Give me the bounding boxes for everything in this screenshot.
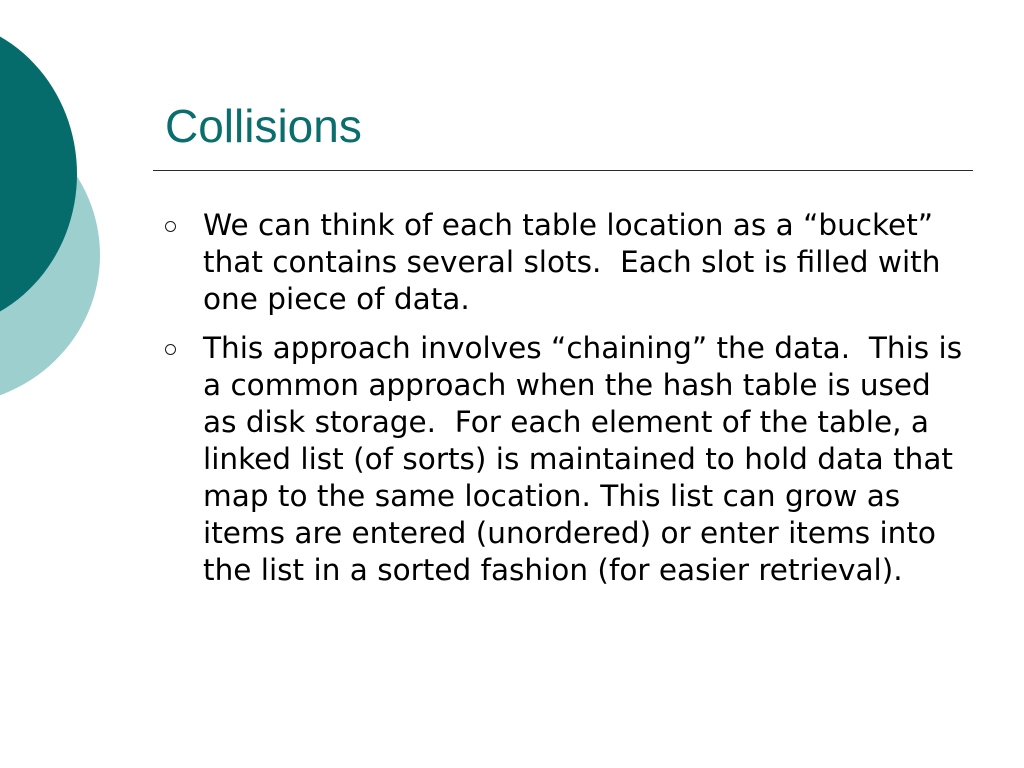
title-divider [153,170,973,171]
hollow-circle-bullet-icon [165,344,176,355]
slide-title: Collisions [165,100,362,152]
bullet-list [165,207,972,601]
hollow-circle-bullet-icon [165,221,176,232]
bullet-item [165,207,965,318]
bullet-item [165,330,972,589]
bullet-text: This approach involves “chaining” the data. This is a common approach when the hash table is used as disk storage. For each element of the table, a linked list (of sorts) is maintained to hold data that map to the same location. This list can grow as items are entered (unordered) or enter items into the list in a sorted fashion (for easier retrieval). [203,331,972,587]
bullet-text: We can think of each table location as a “bucket” that contains several slots. Each slot is filled with one piece of data. [203,208,950,316]
